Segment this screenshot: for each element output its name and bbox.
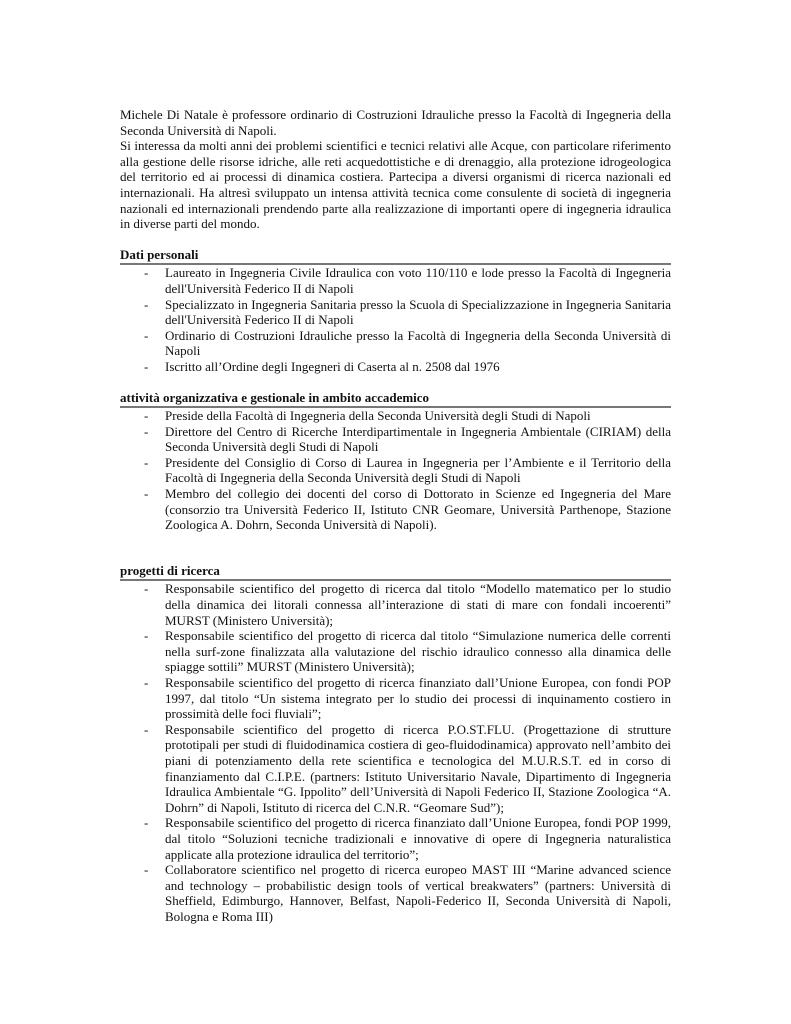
section-title: progetti di ricerca: [120, 562, 220, 578]
dash-bullet: -: [144, 408, 149, 424]
dash-bullet: -: [144, 296, 149, 312]
dash-bullet: -: [144, 675, 149, 690]
section-title: Dati personali: [120, 246, 199, 262]
list-item: - Direttore del Centro di Ricerche Interdipartimentale in Ingegneria Ambientale (CIRIAM) della Seconda Università degli Studi di Napoli: [144, 423, 671, 455]
list-item: - Laureato in Ingegneria Civile Idraulica con voto 110/110 e lode presso la Facoltà di Ingegneria dell'Università Federico II di Napoli: [144, 265, 671, 296]
list-item: - Responsabile scientifico del progetto di ricerca dal titolo “Modello matematico per lo studio della dinamica dei litorali connessa all’interazione di stati di mare con fondali incoerenti” MURST (Ministero Università);: [144, 581, 671, 628]
list-item: - Membro del collegio dei docenti del corso di Dottorato in Scienze ed Ingegneria del Mare (consorzio tra Università Federico II, Istituto CNR Geomare, Università Parthenope, Stazione Zoologica A. Dohrn, Seconda Università di Napoli).: [144, 486, 671, 533]
section-progetti-di-ricerca: [120, 563, 671, 925]
list-item: - Responsabile scientifico del progetto di ricerca dal titolo “Simulazione numerica delle correnti nella surf-zone finalizzata alla valutazione del rischio idraulico connesso alla dinamica delle spiagge sottili” MURST (Ministero Università);: [144, 628, 671, 675]
section-list: [120, 408, 671, 533]
list-item: - Ordinario di Costruzioni Idrauliche presso la Facoltà di Ingegneria della Seconda Università di Napoli: [144, 327, 671, 359]
section-dati-personali: [120, 247, 671, 375]
document-page: [120, 107, 671, 925]
section-attivita-organizzativa: [120, 390, 671, 533]
dash-bullet: -: [144, 862, 149, 878]
dash-bullet: -: [144, 721, 149, 737]
section-list: [120, 265, 671, 374]
section-title: attività organizzativa e gestionale in ambito accademico: [120, 389, 430, 405]
section-list: [120, 581, 671, 924]
dash-bullet: -: [144, 265, 149, 281]
dash-bullet: -: [144, 358, 149, 374]
dash-bullet: -: [144, 327, 149, 343]
list-item: - Preside della Facoltà di Ingegneria della Seconda Università degli Studi di Napoli: [144, 408, 591, 424]
list-item: - Presidente del Consiglio di Corso di Laurea in Ingegneria per l’Ambiente e il Territorio della Facoltà di Ingegneria della Seconda Università degli Studi di Napoli: [144, 454, 671, 486]
list-item: - Iscritto all’Ordine degli Ingegneri di Caserta al n. 2508 dal 1976: [144, 358, 500, 374]
dash-bullet: -: [144, 454, 149, 470]
dash-bullet: -: [144, 486, 149, 502]
dash-bullet: -: [144, 581, 149, 597]
dash-bullet: -: [144, 423, 149, 439]
dash-bullet: -: [144, 628, 149, 644]
list-item: - Responsabile scientifico del progetto di ricerca finanziato dall’Unione Europea, con fondi POP 1997, dal titolo “Un sistema integrato per lo studio dei processi di inquinamento costiero in prossimità delle foci fluviali”;: [144, 675, 671, 722]
intro-paragraph-1: Michele Di Natale è professore ordinario di Costruzioni Idrauliche presso la Facoltà di Ingegneria della Seconda Università di Napoli.: [120, 107, 671, 138]
list-item: - Collaboratore scientifico nel progetto di ricerca europeo MAST III “Marine advanced science and technology – probabilistic design tools of vertical breakwaters” (partners: Università di Sheffield, Edimburgo, Hannover, Belfast, Napoli-Federico II, Seconda Università di Napoli, Bologna e Roma III): [144, 862, 671, 924]
list-item: - Responsabile scientifico del progetto di ricerca finanziato dall’Unione Europea, fondi POP 1999, dal titolo “Soluzioni tecniche tradizionali e innovative di opere di Ingegneria naturalistica applicate alla protezione idraulica del territorio”;: [144, 815, 671, 862]
list-item: - Responsabile scientifico del progetto di ricerca P.O.ST.FLU. (Progettazione di strutture prototipali per studi di fluidodinamica costiera di geo-fluidodinamica) approvato nell’ambito dei piani di potenziamento della rete scientifica e tecnologica del M.U.R.S.T. ed in corso di finanziamento dal C.I.P.E. (partners: Istituto Universitario Navale, Dipartimento di Ingegneria Idraulica Ambientale “G. Ippolito” dell’Università di Napoli Federico II, Stazione Zoologica “A. Dohrn” di Napoli, Istituto di ricerca del C.N.R. “Geomare Sud”);: [144, 721, 671, 815]
dash-bullet: -: [144, 815, 149, 831]
list-item: - Specializzato in Ingegneria Sanitaria presso la Scuola di Specializzazione in Ingegneria Sanitaria dell'Università Federico II di Napoli: [144, 296, 671, 328]
intro-paragraph-2: Si interessa da molti anni dei problemi scientifici e tecnici relativi alle Acque, con particolare riferimento alla gestione delle risorse idriche, alle reti acquedottistiche e di drenaggio, alla protezione idrogeologica del territorio ed ai processi di dinamica costiera. Partecipa a diversi organismi di ricerca nazionali ed internazionali. Ha altresì sviluppato un intensa attività tecnica come consulente di società di ingegneria nazionali ed internazionali prendendo parte alla realizzazione di importanti opere di ingegneria idraulica in diverse parti del mondo.: [120, 138, 671, 232]
